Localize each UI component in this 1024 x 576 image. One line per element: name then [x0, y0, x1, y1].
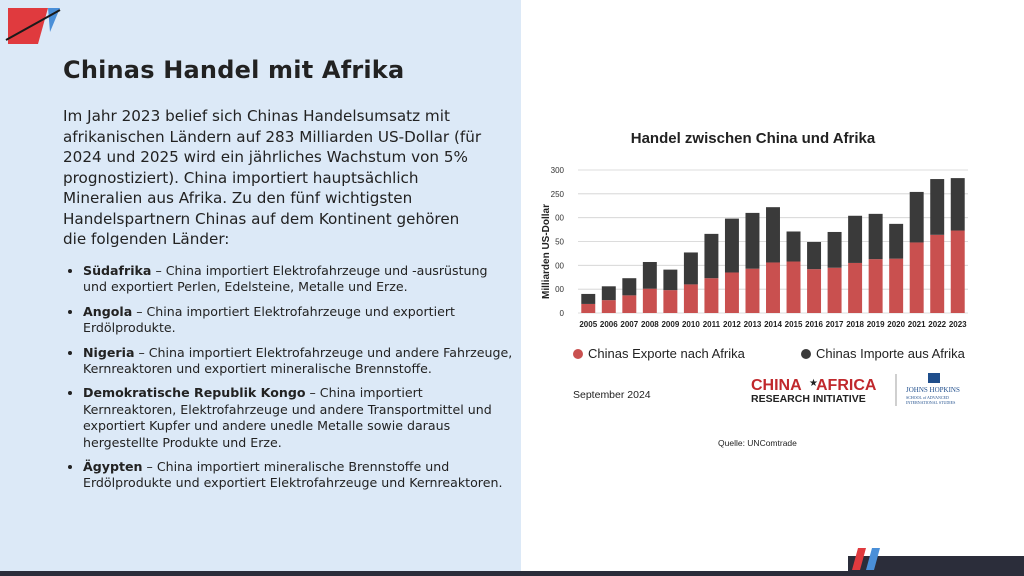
partner-item — [83, 304, 513, 337]
legend-swatch-imports — [801, 349, 811, 359]
bar-imports — [581, 294, 595, 304]
bar-exports — [663, 290, 677, 313]
x-tick-label: 2016 — [805, 320, 823, 329]
y-tick-label: 50 — [555, 237, 564, 247]
partner-name: Nigeria — [83, 344, 135, 360]
partner-item — [83, 345, 513, 378]
bar-exports — [684, 284, 698, 313]
bar-imports — [869, 214, 883, 259]
bar-imports — [745, 213, 759, 269]
legend-label-exports: Chinas Exporte nach Afrika — [588, 346, 745, 361]
bar-exports — [643, 289, 657, 313]
bar-imports — [643, 262, 657, 289]
x-tick-label: 2022 — [928, 320, 947, 329]
x-tick-label: 2012 — [723, 320, 741, 329]
x-tick-label: 2014 — [764, 320, 782, 329]
y-tick-label: 00 — [555, 213, 564, 223]
partner-description: – China importiert mineralische Brennstoffe und Erdölprodukte und exportiert Elektrofahrzeuge und Kernreaktoren. — [83, 459, 503, 491]
jhu-shield-icon — [928, 373, 940, 383]
x-tick-label: 2008 — [640, 320, 659, 329]
org-name-africa: AFRICA — [816, 377, 877, 394]
bar-exports — [869, 259, 883, 313]
bar-imports — [766, 207, 780, 262]
x-tick-label: 2013 — [743, 320, 762, 329]
bar-imports — [930, 179, 944, 235]
partner-item — [83, 263, 513, 296]
bar-exports — [951, 231, 965, 313]
bar-imports — [684, 252, 698, 284]
y-tick-label: 00 — [555, 261, 564, 271]
bar-exports — [602, 300, 616, 313]
x-tick-label: 2010 — [681, 320, 700, 329]
page-title: Chinas Handel mit Afrika — [63, 56, 405, 84]
bar-imports — [828, 232, 842, 268]
x-tick-label: 2020 — [887, 320, 906, 329]
partner-description: – China importiert Elektrofahrzeuge und andere Fahrzeuge, Kernreaktoren und exportiert mineralische Brennstoffe. — [83, 344, 513, 377]
partner-list — [63, 263, 513, 500]
jhu-line3: INTERNATIONAL STUDIES — [906, 400, 956, 405]
x-tick-label: 2009 — [661, 320, 680, 329]
bar-imports — [787, 231, 801, 261]
jhu-line2: SCHOOL of ADVANCED — [906, 395, 949, 400]
bar-exports — [725, 272, 739, 313]
date-label: September 2024 — [573, 389, 651, 401]
y-tick-label: 250 — [550, 189, 564, 199]
x-tick-label: 2005 — [579, 320, 598, 329]
x-tick-label: 2019 — [866, 320, 885, 329]
trade-chart — [536, 120, 986, 460]
bar-exports — [889, 259, 903, 313]
intro-paragraph: Im Jahr 2023 belief sich Chinas Handelsumsatz mit afrikanischen Ländern auf 283 Milliarden US-Dollar (für 2024 und 2025 wird ein jährliches Wachstum von 5% prognostiziert). China importiert hauptsächlich Mineralien aus Afrika. Zu den fünf wichtigsten Handelspartnern Chinas auf dem Kontinent gehören die folgenden Länder: — [63, 107, 482, 248]
brand-logo-icon — [0, 0, 70, 50]
jhu-line1: JOHNS HOPKINS — [906, 386, 960, 394]
legend-label-imports: Chinas Importe aus Afrika — [816, 346, 965, 361]
bar-imports — [848, 216, 862, 263]
bar-exports — [581, 304, 595, 313]
bar-imports — [725, 219, 739, 273]
x-tick-label: 2007 — [620, 320, 639, 329]
x-tick-label: 2018 — [846, 320, 865, 329]
bar-imports — [951, 178, 965, 230]
bar-exports — [787, 262, 801, 313]
partner-description: – China importiert Elektrofahrzeuge und -ausrüstung und exportiert Perlen, Edelsteine, Metalle und Erze. — [83, 263, 488, 295]
x-tick-label: 2017 — [825, 320, 844, 329]
bar-exports — [766, 262, 780, 313]
partner-name: Angola — [83, 303, 133, 319]
chart-title: Handel zwischen China und Afrika — [630, 130, 876, 147]
x-tick-label: 2023 — [948, 320, 967, 329]
bar-imports — [910, 192, 924, 243]
bar-imports — [602, 286, 616, 300]
y-axis-label: Milliarden US-Dollar — [541, 203, 552, 300]
source-label: Quelle: UNComtrade — [718, 438, 797, 448]
bar-imports — [663, 270, 677, 290]
bar-exports — [828, 268, 842, 313]
org-name-china: CHINA — [751, 377, 802, 394]
partner-description: – China importiert Kernreaktoren, Elektrofahrzeuge und andere Transportmittel und exportiert Kupfer und andere unedle Metalle sowie daraus hergestellte Produkte und Erze. — [83, 385, 492, 450]
x-tick-label: 2015 — [784, 320, 803, 329]
bar-imports — [807, 242, 821, 269]
bar-imports — [704, 234, 718, 278]
x-tick-label: 2021 — [907, 320, 926, 329]
footer-stripes-icon — [848, 548, 1024, 576]
bar-exports — [848, 263, 862, 313]
y-tick-label: 0 — [559, 309, 564, 318]
bar-exports — [910, 242, 924, 313]
bar-exports — [704, 278, 718, 313]
partner-name: Südafrika — [83, 263, 152, 278]
x-tick-label: 2011 — [702, 320, 721, 329]
partner-name: Demokratische Republik Kongo — [83, 385, 306, 401]
partner-item — [83, 459, 513, 492]
bar-imports — [622, 278, 636, 295]
bar-exports — [930, 235, 944, 313]
x-tick-label: 2006 — [599, 320, 618, 329]
bar-imports — [889, 224, 903, 259]
partner-description: – China importiert Elektrofahrzeuge und exportiert Erdölprodukte. — [83, 303, 455, 336]
partner-name: Ägypten — [83, 459, 143, 475]
y-tick-label: 300 — [550, 166, 564, 175]
bar-exports — [622, 295, 636, 313]
y-tick-label: 00 — [555, 285, 564, 295]
legend-swatch-exports — [573, 349, 583, 359]
bar-exports — [807, 269, 821, 313]
org-name-line2: RESEARCH INITIATIVE — [751, 393, 866, 405]
bar-exports — [745, 269, 759, 313]
org-star-icon: ★ — [809, 378, 818, 389]
partner-item — [83, 385, 513, 451]
